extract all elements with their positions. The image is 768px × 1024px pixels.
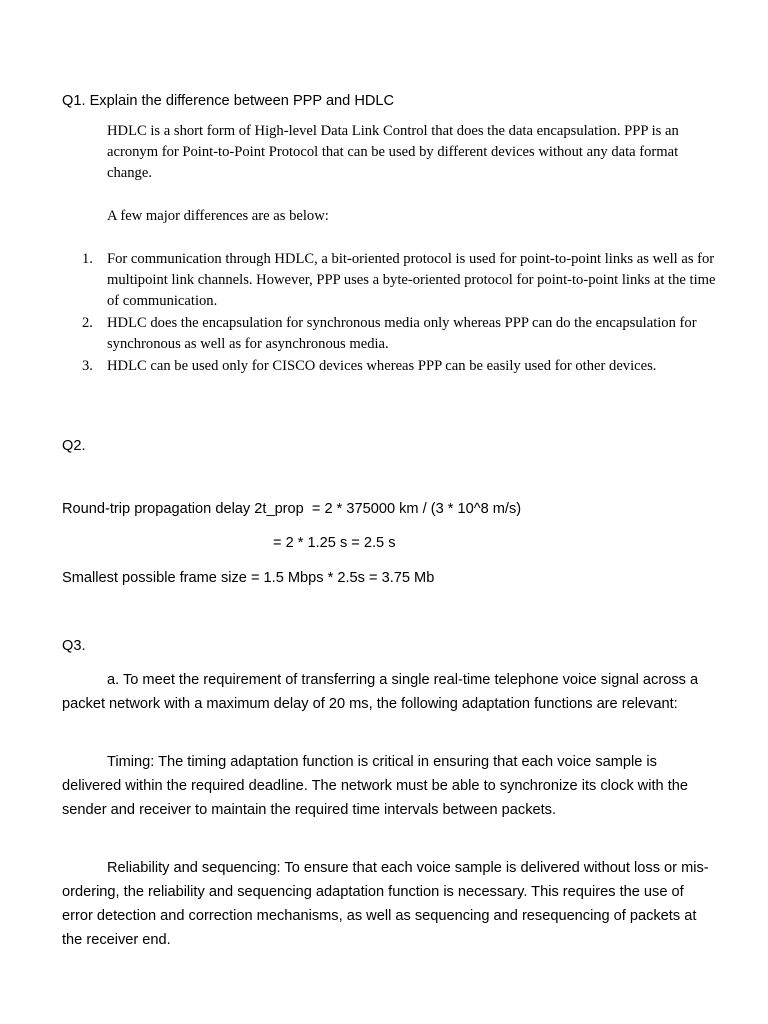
- list-item-text: For communication through HDLC, a bit-oriented protocol is used for point-to-point links as well as for multipoint link channels. However, PPP uses a byte-oriented protocol for point-to-point links at the time of communication.: [107, 251, 716, 309]
- q2-propagation-delay-line: Round-trip propagation delay 2t_prop = 2 * 375000 km / (3 * 10^8 m/s): [62, 501, 522, 517]
- q3-timing-paragraph: Timing: The timing adaptation function is critical in ensuring that each voice sample is delivered within the required deadline. The network must be able to synchronize its clock with the sender and receiver to maintain the required time intervals between packets.: [62, 754, 688, 818]
- list-item: [62, 356, 717, 377]
- q1-heading: Q1. Explain the difference between PPP and HDLC: [62, 93, 395, 109]
- list-item-number: 1.: [82, 251, 93, 267]
- list-item-number: 3.: [82, 358, 93, 374]
- q1-lead-sentence: A few major differences are as below:: [107, 208, 329, 224]
- list-item-text: HDLC can be used only for CISCO devices whereas PPP can be easily used for other devices.: [107, 358, 657, 374]
- q3-reliability-paragraph: Reliability and sequencing: To ensure that each voice sample is delivered without loss or mis-ordering, the reliability and sequencing adaptation function is necessary. This requires the use of error detection and correction mechanisms, as well as sequencing and resequencing of packets at the receiver end.: [62, 860, 709, 948]
- q1-differences-list: [62, 249, 717, 378]
- list-item-text: HDLC does the encapsulation for synchronous media only whereas PPP can do the encapsulation for synchronous as well as for asynchronous media.: [107, 315, 697, 352]
- list-item-number: 2.: [82, 315, 93, 331]
- list-item: [62, 313, 717, 355]
- q1-intro-paragraph: HDLC is a short form of High-level Data Link Control that does the data encapsulation. PPP is an acronym for Point-to-Point Protocol that can be used by different devices without any data format change.: [107, 123, 679, 181]
- q2-heading: Q2.: [62, 438, 86, 454]
- q3-part-a-paragraph: a. To meet the requirement of transferring a single real-time telephone voice signal across a packet network with a maximum delay of 20 ms, the following adaptation functions are relevant:: [62, 672, 699, 712]
- q2-frame-size-line: Smallest possible frame size = 1.5 Mbps * 2.5s = 3.75 Mb: [62, 570, 435, 586]
- q2-propagation-result-line: = 2 * 1.25 s = 2.5 s: [273, 535, 396, 551]
- list-item: [62, 249, 717, 312]
- q3-heading: Q3.: [62, 638, 86, 654]
